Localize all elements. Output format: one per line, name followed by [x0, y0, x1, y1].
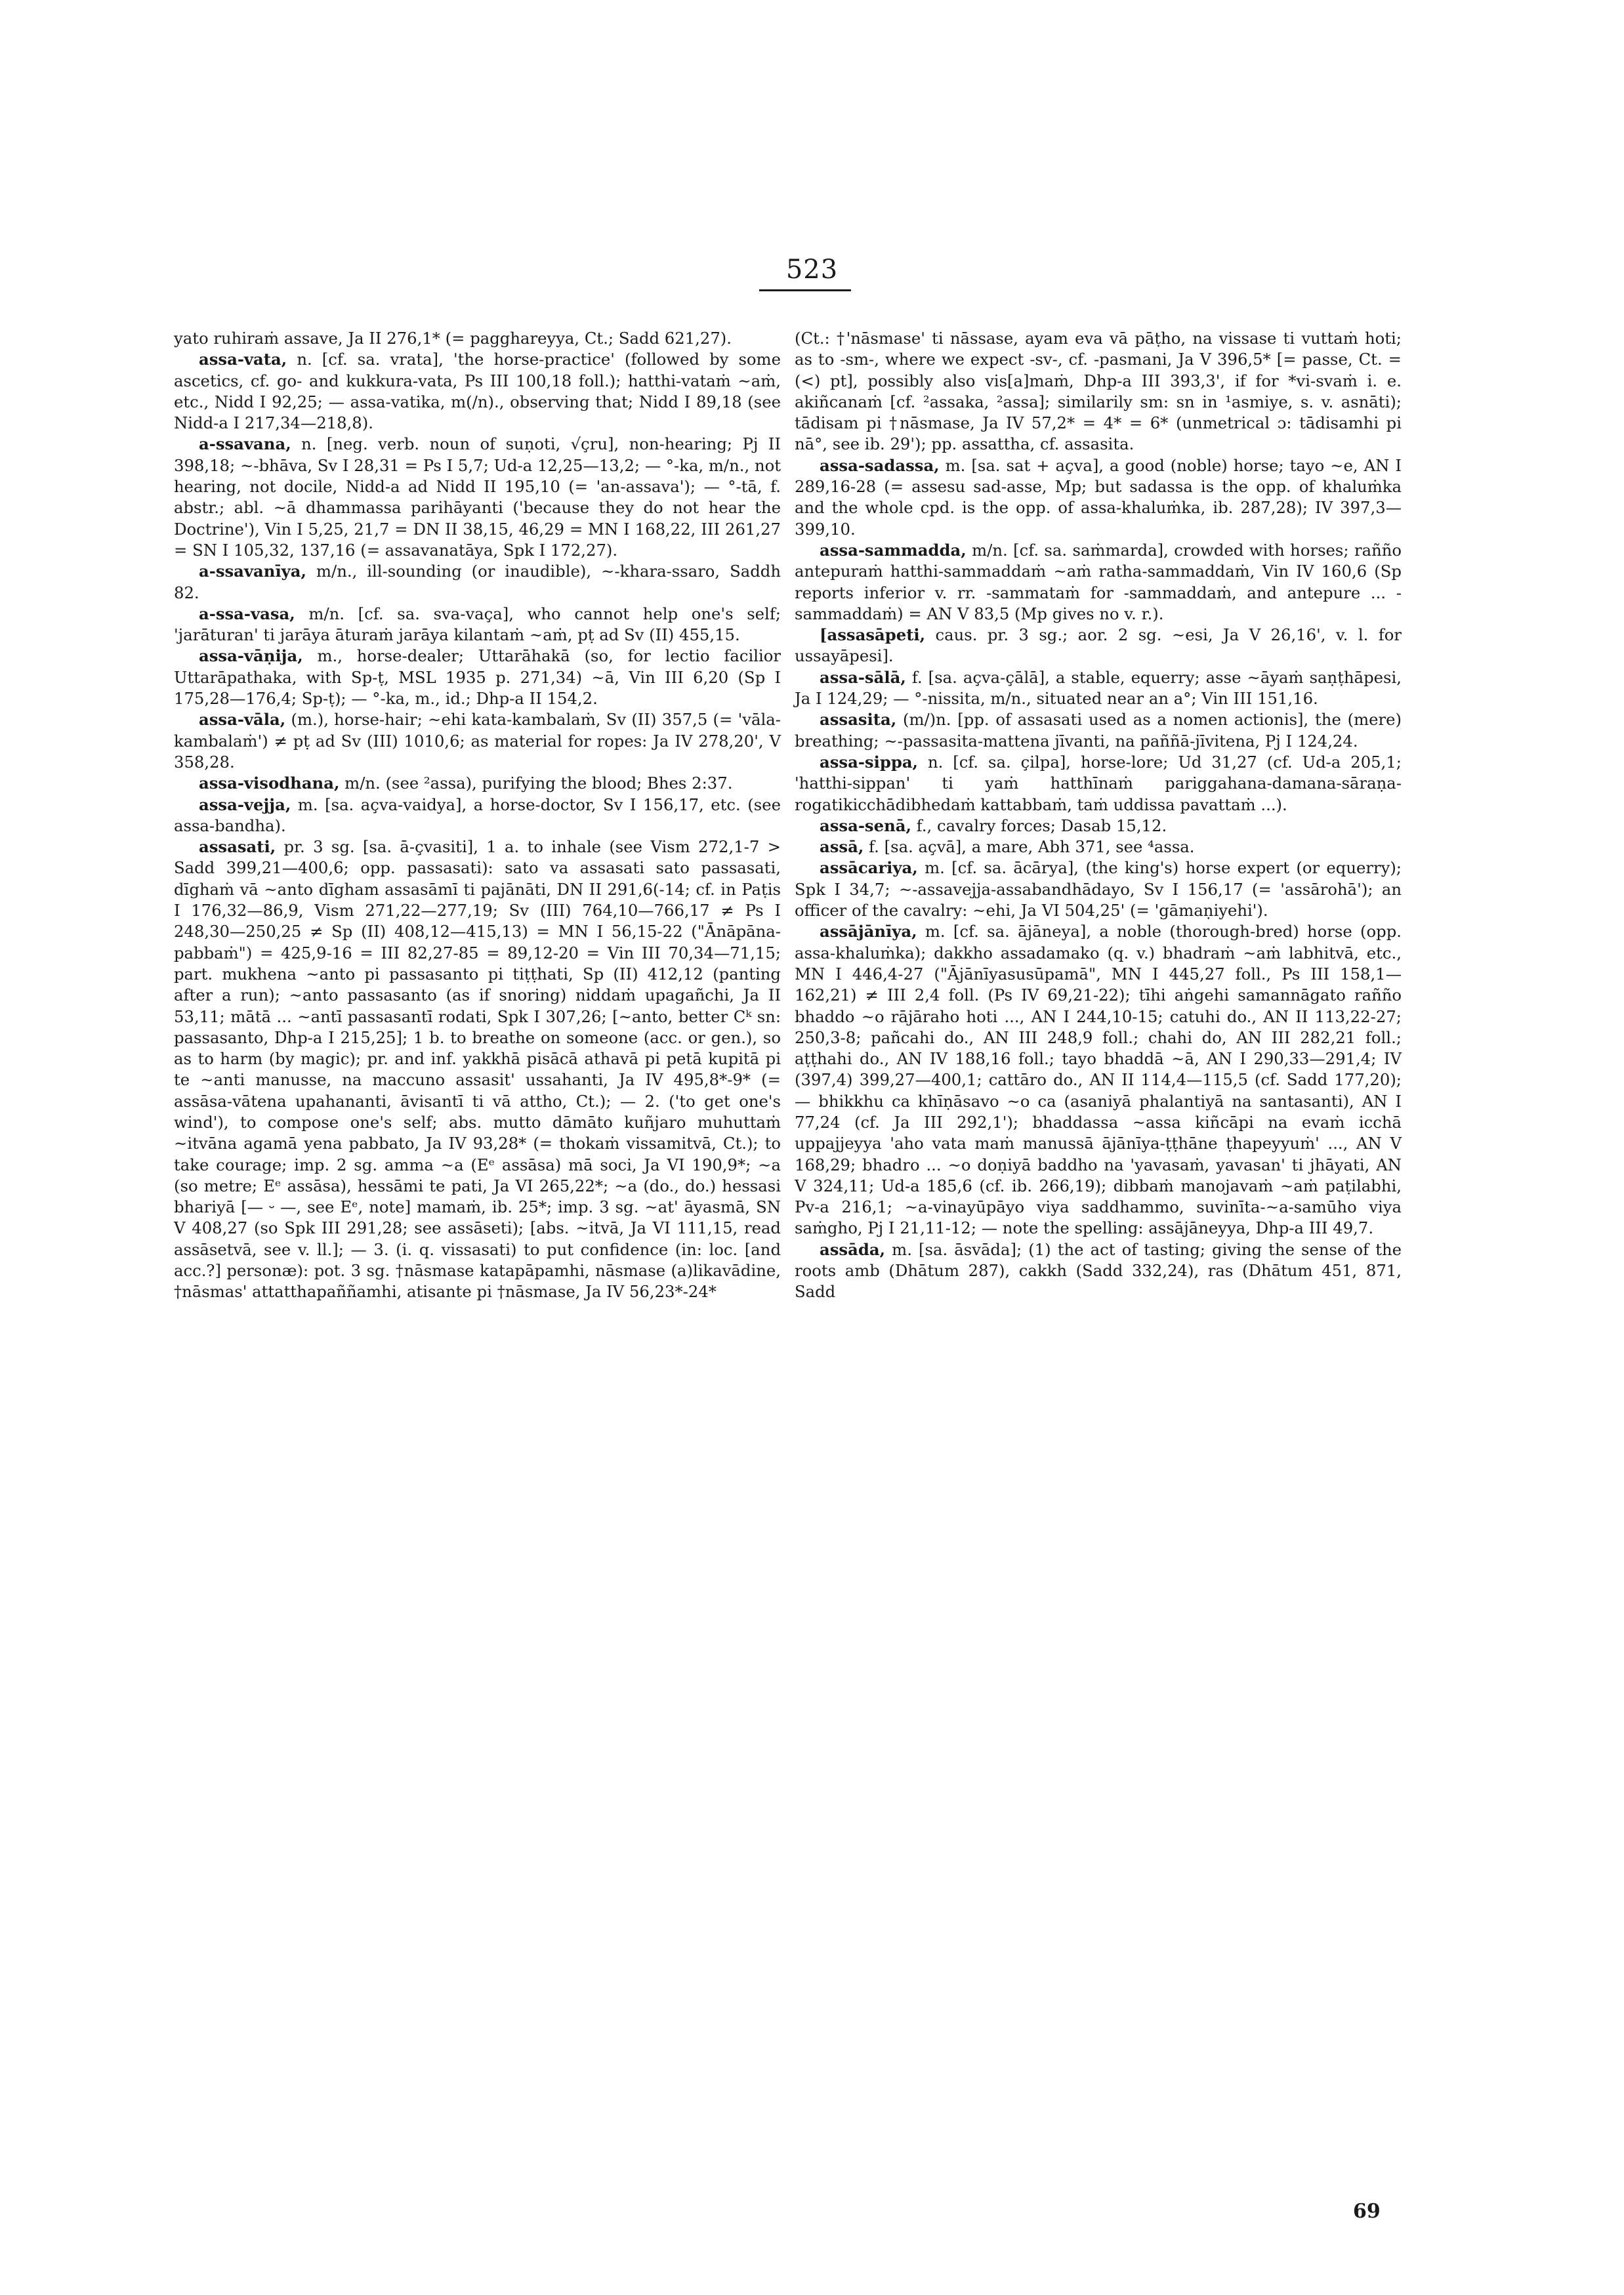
entry-headword: a-ssavanīya, [199, 562, 307, 581]
dictionary-entry [174, 837, 781, 1303]
entry-text: m. [sa. sat + açva], a good (noble) horse; tayo ~e, AN I 289,16-28 (= assesu sad-asse, Mp; but sadassa is the opp. of khaluṁka and the whole cpd. is the opp. of assa-khaluṁka, ib. 287,28); IV 397,3—399,10. [795, 455, 1402, 539]
entry-headword: assasita, [820, 710, 897, 730]
entry-headword: assa-vāṇija, [199, 646, 303, 666]
dictionary-entry [795, 328, 1402, 455]
dictionary-entry [795, 455, 1402, 540]
entry-headword: a-ssa-vasa, [199, 604, 295, 623]
dictionary-entry [174, 561, 781, 604]
dictionary-entry [795, 921, 1402, 1239]
dictionary-entry [174, 434, 781, 561]
dictionary-entry [174, 646, 781, 709]
entry-headword: assa-vata, [199, 350, 287, 369]
entry-headword: assa-sippa, [820, 752, 919, 772]
dictionary-entry [174, 709, 781, 773]
entry-headword: assāda, [820, 1239, 886, 1259]
entry-text: (m.), horse-hair; ~ehi kata-kambalaṁ, Sv (II) 357,5 (= 'vāla-kambalaṁ') ≠ pṭ ad Sv (III) 1010,6; as material for ropes: Ja IV 278,20', V 358,28. [174, 710, 781, 772]
entry-text: m/n. [cf. sa. sva-vaça], who cannot help one's self; 'jarāturan' ti jarāya āturaṁ jarāya kilantaṁ ~aṁ, pṭ ad Sv (II) 455,15. [174, 604, 781, 645]
entry-text: (Ct.: †'nāsmase' ti nāssase, ayam eva vā pāṭho, na vissase ti vuttaṁ hoti; as to -sm-, where we expect -sv-, cf. -pasmani, Ja V 396,5* [= passe, Ct. = (<) pt], possibly also vis[a]maṁ, Dhp-a III 393,3', if for *vi-svaṁ i. e. akiñcanaṁ [cf. ²assaka, ²assa]; similarily sm: sn in ¹asmiye, s. v. asnāti); tādisam pi †nāsmase, Ja IV 57,2* = 4* = 6* (unmetrical ɔ: tādisamhi pi nā°, see ib. 29'); pp. assattha, cf. assasita. [795, 329, 1402, 454]
entry-text: m/n. (see ²assa), purifying the blood; Bhes 2:37. [344, 774, 733, 793]
entry-text: yato ruhiraṁ assave, Ja II 276,1* (= pagghareyya, Ct.; Sadd 621,27). [174, 329, 732, 348]
entry-headword: assa-sammadda, [820, 540, 967, 560]
entry-headword: assācariya, [820, 858, 918, 878]
entry-text: caus. pr. 3 sg.; aor. 2 sg. ~esi, Ja V 26,16', v. l. for ussayāpesi]. [795, 625, 1402, 666]
dictionary-entry [795, 667, 1402, 710]
entry-headword: assa-senā, [820, 816, 911, 835]
entry-text: f., cavalry forces; Dasab 15,12. [916, 816, 1167, 835]
dictionary-entry [795, 837, 1402, 858]
dictionary-entry [795, 752, 1402, 816]
entry-headword: assa-visodhana, [199, 774, 340, 793]
entry-headword: assājānīya, [820, 922, 917, 941]
entry-headword: [assasāpeti, [820, 625, 926, 645]
entry-text: n. [neg. verb. noun of suṇoti, √çru], non-hearing; Pj II 398,18; ~-bhāva, Sv I 28,31 = Ps I 5,7; Ud-a 12,25—13,2; — °-ka, m/n., not hearing, not docile, Nidd-a ad Nidd II 195,10 (= 'an-assava'); — °-tā, f. abstr.; abl. ~ā dhammassa parihāyanti ('because they do not hear the Doctrine'), Vin I 5,25, 21,7 = DN II 38,15, 46,29 = MN I 168,22, III 261,27 = SN I 105,32, 137,16 (= assavanatāya, Spk I 172,27). [174, 434, 781, 560]
entry-headword: assa-vejja, [199, 795, 291, 814]
entry-text: pr. 3 sg. [sa. ā-çvasiti], 1 a. to inhale (see Vism 272,1-7 > Sadd 399,21—400,6; opp. passasati): sato va assasati sato passasati, dīghaṁ vā ~anto dīgham assasāmī ti pajānāti, DN II 291,6(-14; cf. in Paṭis I 176,32—86,9, Vism 271,22—277,19; Sv (III) 764,10—766,17 ≠ Ps I 248,30—250,25 ≠ Sp (II) 408,12—415,13) = MN I 56,15-22 ("Ānāpāna-pabbaṁ") = 425,9-16 = III 82,27-85 = 89,12-20 = Vin III 70,34—71,15; part. mukhena ~anto pi passasanto pi tiṭṭhati, Sp (II) 412,12 (panting after a run); ~anto passasanto (as if snoring) niddaṁ upagañchi, Ja II 53,11; mātā ... ~antī passasantī rodati, Spk I 307,26; [~anto, better Cᵏ sn: passasanto, Dhp-a I 215,25]; 1 b. to breathe on someone (acc. or gen.), so as to harm (by magic); pr. and inf. yakkhā pisācā athavā pi petā kupitā pi te ~anti manusse, na maccuno assasit' ussahanti, Ja IV 495,8*-9* (= assāsa-vātena upahananti, āvisantī ti vā attho, Ct.); — 2. ('to get one's wind'), to compose one's self; abs. mutto dāmāto kuñjaro muhuttaṁ ~itvāna agamā yena pabbato, Ja IV 93,28* (= thokaṁ vissamitvā, Ct.); to take courage; imp. 2 sg. amma ~a (Eᵉ assāsa) mā soci, Ja VI 190,9*; ~a (so metre; Eᵉ assāsa), hessāmi te pati, Ja VI 265,22*; ~a (do., do.) hessasi bhariyā [— ⏑ —, see Eᵉ, note] mamaṁ, ib. 25*; imp. 3 sg. ~at' āyasmā, SN V 408,27 (so Spk III 291,28; see assāseti); [abs. ~itvā, Ja VI 111,15, read assāsetvā, see v. ll.]; — 3. (i. q. vissasati) to put confidence (in: loc. [and acc.?] personæ): pot. 3 sg. †nāsmase katapāpamhi, nāsmase (a)likavādine, †nāsmas' attatthapaññamhi, atisante pi †nāsmase, Ja IV 56,23*-24* [174, 837, 781, 1302]
dictionary-entry [795, 625, 1402, 667]
entry-text: m. [cf. sa. ācārya], (the king's) horse expert (or equerry); Spk I 34,7; ~-assavejja-assabandhādayo, Sv I 156,17 (= 'assārohā'); an officer of the cavalry: ~ehi, Ja VI 504,25' (= 'gāmaṇiyehi'). [795, 858, 1402, 920]
dictionary-entry [174, 795, 781, 837]
entry-text: n. [cf. sa. vrata], 'the horse-practice' (followed by some ascetics, cf. go- and kukkura-vata, Ps III 100,18 foll.); hatthi-vataṁ ~aṁ, etc., Nidd I 92,25; — assa-vatika, m(/n)., observing that; Nidd I 89,18 (see Nidd-a I 217,34—218,8). [174, 350, 781, 433]
dictionary-entry [174, 604, 781, 646]
entry-text: m., horse-dealer; Uttarāhakā (so, for lectio facilior Uttarāpathaka, with Sp-ṭ, MSL 1935 p. 271,34) ~ā, Vin III 6,20 (Sp I 175,28—176,4; Sp-ṭ); — °-ka, m., id.; Dhp-a II 154,2. [174, 646, 781, 709]
dictionary-entry [174, 328, 781, 349]
entry-text: m/n., ill-sounding (or inaudible), ~-khara-ssaro, Saddh 82. [174, 562, 781, 602]
entry-headword: assa-sālā, [820, 667, 906, 687]
dictionary-entry [795, 709, 1402, 752]
dictionary-entry [795, 1239, 1402, 1303]
entry-text: n. [cf. sa. çilpa], horse-lore; Ud 31,27 (cf. Ud-a 205,1; 'hatthi-sippan' ti yaṁ hatthīnaṁ pariggahana-damana-sāraṇa-rogatikicchādibhedaṁ kattabbaṁ, taṁ uddissa pavattaṁ ...). [795, 752, 1402, 814]
dictionary-entry [174, 349, 781, 434]
left-column [174, 328, 781, 1303]
entry-text: f. [sa. açvā], a mare, Abh 371, see ⁴assa. [869, 837, 1195, 857]
header-rule [759, 289, 851, 291]
entry-text: m. [sa. āsvāda]; (1) the act of tasting; giving the sense of the roots amb (Dhātum 287), cakkh (Sadd 332,24), ras (Dhātum 451, 871, Sadd [795, 1239, 1402, 1302]
entry-headword: assā, [820, 837, 864, 857]
dictionary-entry [795, 540, 1402, 625]
entry-headword: assa-sadassa, [820, 455, 940, 475]
entry-text: (m/)n. [pp. of assasati used as a nomen actionis], the (mere) breathing; ~-passasita-mattena jīvanti, na paññā-jīvitena, Pj I 124,24. [795, 710, 1402, 751]
right-column [795, 328, 1402, 1303]
dictionary-entry [795, 816, 1402, 837]
page-number: 523 [785, 255, 839, 285]
entry-headword: a-ssavana, [199, 434, 291, 454]
entry-headword: assa-vāla, [199, 710, 286, 730]
dictionary-entry [174, 773, 781, 794]
entry-text: m. [sa. açva-vaidya], a horse-doctor, Sv I 156,17, etc. (see assa-bandha). [174, 795, 781, 835]
entry-text: m. [cf. sa. ājāneya], a noble (thorough-bred) horse (opp. assa-khaluṁka); dakkho assadamako (q. v.) bhadraṁ ~aṁ labhitvā, etc., MN I 446,4-27 ("Ājānīyasusūpamā", MN I 445,27 foll., Ps III 158,1—162,21) ≠ III 2,4 foll. (Ps IV 69,21-22); tīhi aṅgehi samannāgato rañño bhaddo ~o rājāraho hoti ..., AN I 244,10-15; catuhi do., AN II 113,22-27; 250,3-8; pañcahi do., AN III 248,9 foll.; chahi do, AN III 282,21 foll.; aṭṭhahi do., AN IV 188,16 foll.; tayo bhaddā ~ā, AN I 290,33—291,4; IV (397,4) 399,27—400,1; cattāro do., AN II 114,4—115,5 (cf. Sadd 177,20); — bhikkhu ca khīṇāsavo ~o ca (asaniyā phalantiyā na santasanti), AN I 77,24 (cf. Ja III 292,1'); bhaddassa ~assa kiñcāpi na evaṁ icchā uppajjeyya 'aho vata maṁ manussā ājānīya-ṭṭhāne ṭhapeyyuṁ' ..., AN V 168,29; bhadro ... ~o doṇiyā baddho na 'yavasaṁ, yavasan' ti jhāyati, AN V 324,11; Ud-a 185,6 (cf. ib. 266,19); dibbaṁ manojavaṁ ~aṁ paṭilabhi, Pv-a 216,1; ~a-vinayūpāyo viya saddhammo, suvinīta-~a-samūho viya saṁgho, Pj I 21,11-12; — note the spelling: assājāneyya, Dhp-a III 49,7. [795, 922, 1402, 1238]
dictionary-entry [795, 858, 1402, 921]
entry-headword: assasati, [199, 837, 276, 857]
footer-signature-number: 69 [1353, 2200, 1381, 2223]
entry-text: m/n. [cf. sa. saṁmarda], crowded with horses; rañño antepuraṁ hatthi-sammaddaṁ ~aṁ ratha-sammaddaṁ, Vin IV 160,6 (Sp reports inferior v. rr. -sammataṁ for -sammaddaṁ, and antepure ... -sammaddaṁ) = AN V 83,5 (Mp gives no v. r.). [795, 540, 1402, 623]
entry-text: f. [sa. açva-çālā], a stable, equerry; asse ~āyaṁ saṇṭhāpesi, Ja I 124,29; — °-nissita, m/n., situated near an a°; Vin III 151,16. [795, 667, 1402, 709]
